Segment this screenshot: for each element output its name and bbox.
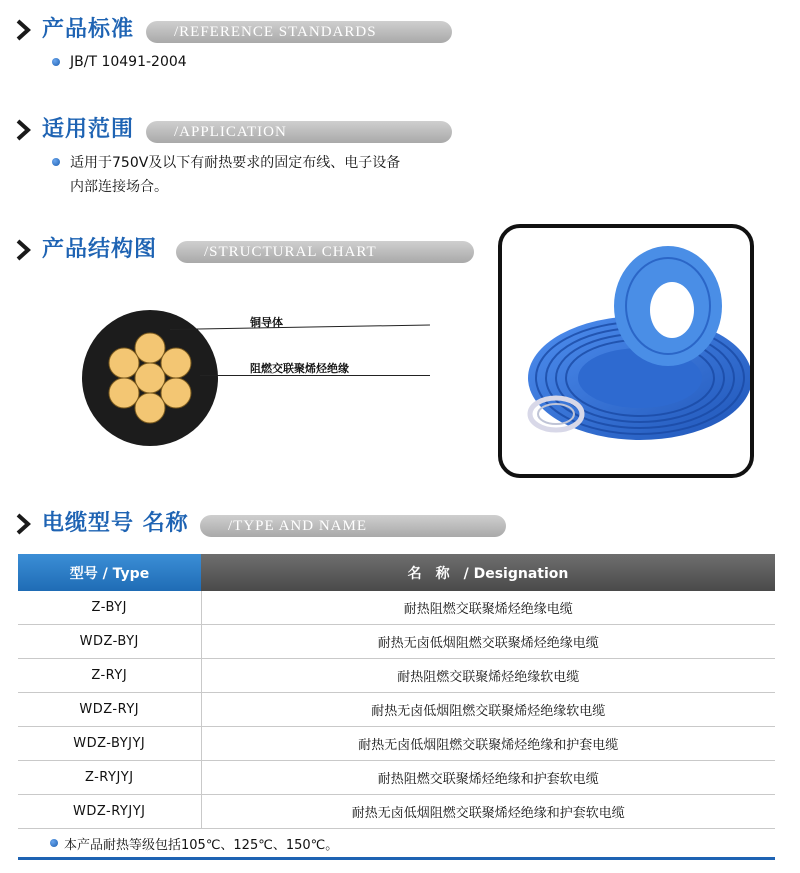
cell-type: Z-RYJ [18, 659, 201, 693]
cell-name: 耐热无卤低烟阻燃交联聚烯烃绝缘和护套软电缆 [201, 795, 775, 829]
section-standards [0, 14, 460, 46]
cell-type: Z-BYJ [18, 591, 201, 625]
table-row [18, 795, 775, 829]
application-line-2: 内部连接场合。 [70, 179, 168, 195]
cell-name: 耐热阻燃交联聚烯烃绝缘软电缆 [201, 659, 775, 693]
bottom-divider [18, 857, 775, 860]
chevron-right-icon [14, 18, 32, 42]
cell-name: 耐热无卤低烟阻燃交联聚烯烃绝缘和护套电缆 [201, 727, 775, 761]
bullet-icon [50, 839, 58, 847]
chevron-right-icon [14, 512, 32, 536]
cell-type: Z-RYJYJ [18, 761, 201, 795]
bullet-icon [52, 158, 60, 166]
cell-type: WDZ-BYJ [18, 625, 201, 659]
chevron-right-icon [14, 238, 32, 262]
section-subtitle: /TYPE AND NAME [200, 515, 506, 537]
cell-name: 耐热阻燃交联聚烯烃绝缘和护套软电缆 [201, 761, 775, 795]
section-title: 产品标准 [42, 17, 135, 42]
section-title: 适用范围 [42, 117, 135, 142]
cell-name: 耐热无卤低烟阻燃交联聚烯烃绝缘软电缆 [201, 693, 775, 727]
cable-coil-image [502, 228, 750, 474]
footnote: 本产品耐热等级包括105℃、125℃、150℃。 [64, 838, 339, 853]
cell-name: 耐热无卤低烟阻燃交联聚烯烃绝缘电缆 [201, 625, 775, 659]
table-row [18, 693, 775, 727]
label-conductor: 铜导体 [250, 316, 283, 329]
header-designation: 名 称 / Designation [201, 554, 775, 591]
section-types [0, 508, 520, 540]
type-table [18, 554, 775, 829]
cell-type: WDZ-BYJYJ [18, 727, 201, 761]
bullet-icon [52, 58, 60, 66]
cell-type: WDZ-RYJ [18, 693, 201, 727]
standard-item: JB/T 10491-2004 [70, 54, 187, 70]
table-row [18, 659, 775, 693]
application-line-1: 适用于750V及以下有耐热要求的固定布线、电子设备 [70, 155, 401, 171]
section-title: 产品结构图 [42, 237, 158, 262]
section-subtitle: /REFERENCE STANDARDS [146, 21, 452, 43]
header-type: 型号 / Type [18, 554, 201, 591]
label-insulation: 阻燃交联聚烯烃绝缘 [250, 362, 349, 375]
table-row [18, 727, 775, 761]
section-title: 电缆型号 名称 [42, 511, 189, 536]
section-subtitle: /APPLICATION [146, 121, 452, 143]
section-structure [0, 234, 480, 266]
section-application [0, 114, 460, 146]
cell-type: WDZ-RYJYJ [18, 795, 201, 829]
chevron-right-icon [14, 118, 32, 142]
table-header-row [18, 554, 775, 591]
table-row [18, 761, 775, 795]
product-photo [498, 224, 754, 478]
cell-name: 耐热阻燃交联聚烯烃绝缘电缆 [201, 591, 775, 625]
section-subtitle: /STRUCTURAL CHART [176, 241, 474, 263]
table-row [18, 591, 775, 625]
table-row [18, 625, 775, 659]
